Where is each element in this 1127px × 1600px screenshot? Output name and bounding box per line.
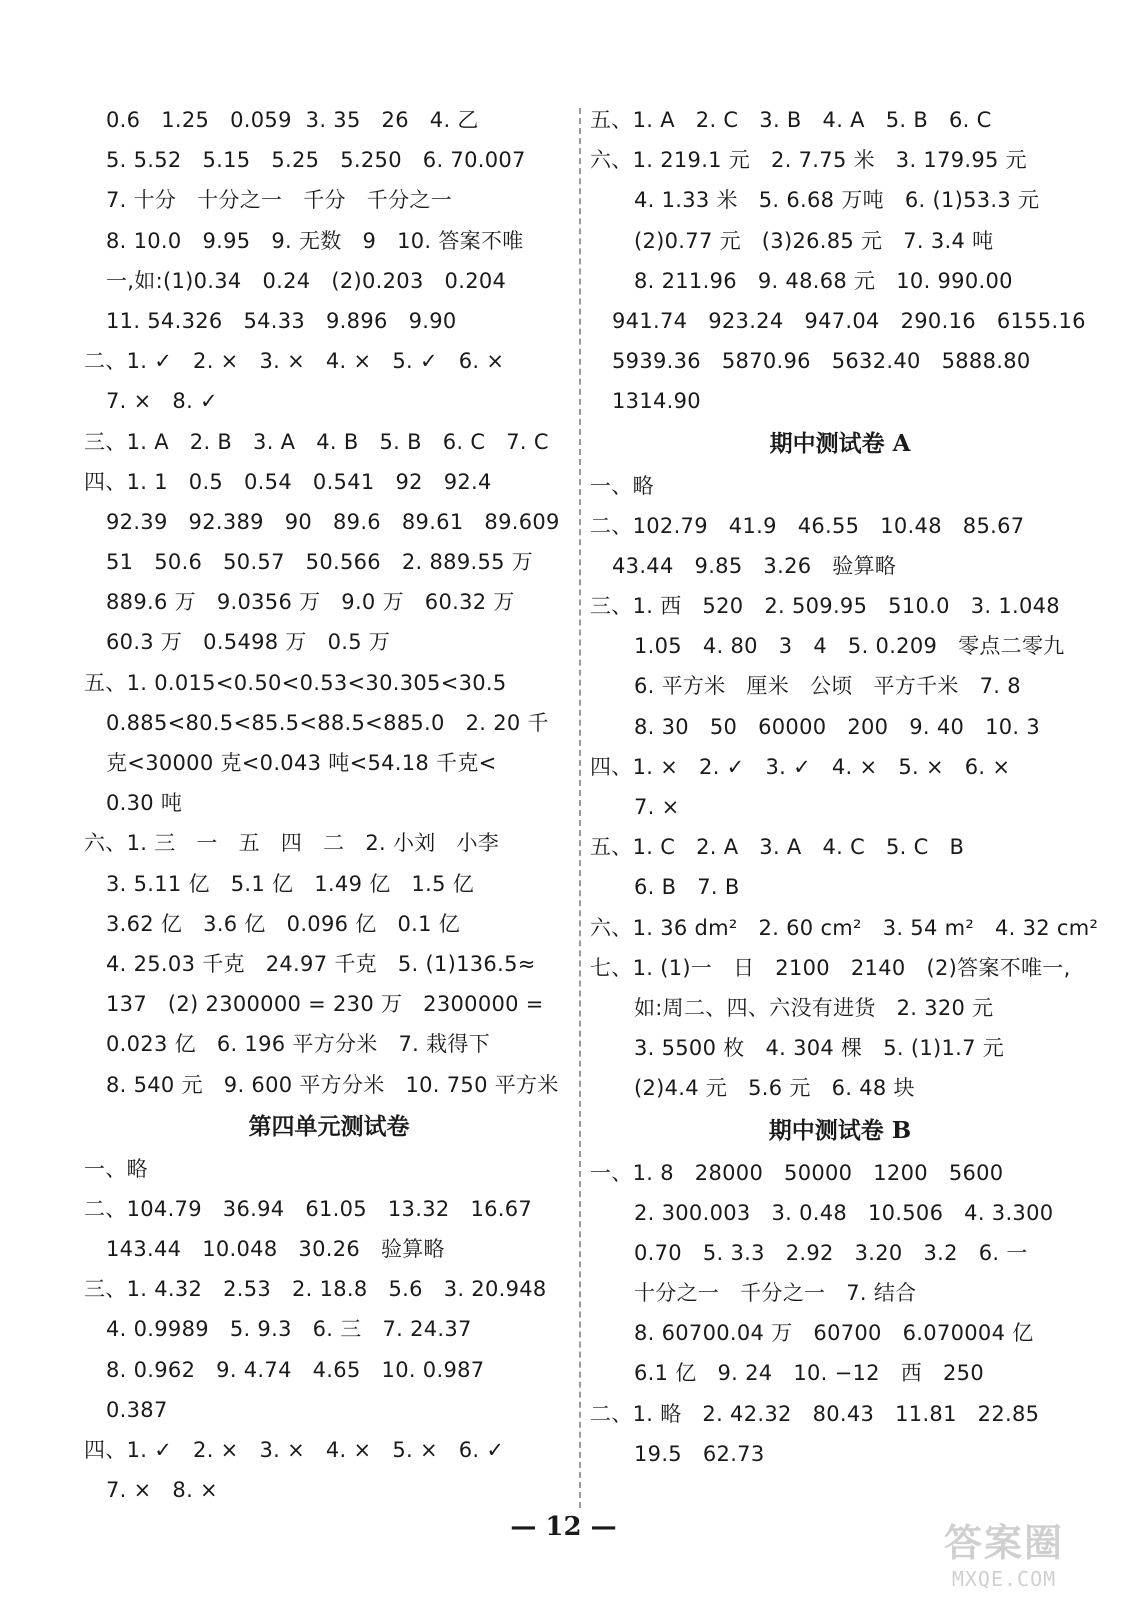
left-answers-block: [84, 100, 574, 1105]
answer-line: 92.39 92.389 90 89.6 89.61 89.609: [106, 509, 560, 534]
answer-line: 8. 30 50 60000 200 9. 40 10. 3: [634, 714, 1041, 739]
watermark-text: 答案圈: [943, 1520, 1064, 1565]
answer-line: 0.70 5. 3.3 2.92 3.20 3.2 6. 一: [634, 1240, 1028, 1265]
answer-line: 0.30 吨: [106, 791, 183, 816]
answer-line: 六、1. 三 一 五 四 二 2. 小刘 小李: [84, 831, 500, 856]
right-column: [590, 100, 1099, 1474]
answer-line: 3.62 亿 3.6 亿 0.096 亿 0.1 亿: [106, 911, 461, 936]
answer-line: 941.74 923.24 947.04 290.16 6155.16: [612, 308, 1086, 333]
watermark-url: MXQE.COM: [951, 1567, 1057, 1591]
answer-line: 6. B 7. B: [634, 875, 740, 900]
answer-line: 一,如:(1)0.34 0.24 (2)0.203 0.204: [106, 268, 507, 293]
section-heading-midterm-b: 期中测试卷 B: [768, 1116, 912, 1144]
page-number: — 12 —: [510, 1512, 617, 1542]
answer-line: 一、1. 8 28000 50000 1200 5600: [590, 1160, 1004, 1185]
right-answers-block: [590, 100, 1090, 422]
answer-line: 四、1. ✓ 2. × 3. × 4. × 5. × 6. ✓: [84, 1438, 505, 1462]
answer-line: 四、1. × 2. ✓ 3. ✓ 4. × 5. × 6. ×: [590, 754, 1011, 779]
answer-line: 4. 0.9989 5. 9.3 6. 三 7. 24.37: [106, 1317, 472, 1342]
answer-line: 3. 5.11 亿 5.1 亿 1.49 亿 1.5 亿: [106, 871, 474, 896]
answer-line: 8. 540 元 9. 600 平方分米 10. 750 平方米: [106, 1072, 559, 1097]
answer-line: 如:周二、四、六没有进货 2. 320 元: [634, 995, 994, 1020]
answer-line: 51 50.6 50.57 50.566 2. 889.55 万: [106, 550, 534, 575]
left-column: [84, 100, 574, 1510]
answer-line: 1.05 4. 80 3 4 5. 0.209 零点二零九: [634, 634, 1065, 659]
answer-line: 二、104.79 36.94 61.05 13.32 16.67: [84, 1196, 533, 1221]
answer-line: 三、1. A 2. B 3. A 4. B 5. B 6. C 7. C: [84, 429, 549, 454]
answer-line: 四、1. 1 0.5 0.54 0.541 92 92.4: [84, 469, 492, 494]
answer-line: 2. 300.003 3. 0.48 10.506 4. 3.300: [634, 1200, 1054, 1225]
answer-line: 889.6 万 9.0356 万 9.0 万 60.32 万: [106, 590, 515, 615]
midterm-b-answers-block: [590, 1153, 1090, 1475]
answer-line: 三、1. 西 520 2. 509.95 510.0 3. 1.048: [590, 594, 1060, 619]
answer-line: 8. 10.0 9.95 9. 无数 9 10. 答案不唯: [106, 228, 524, 253]
answer-line: 五、1. C 2. A 3. A 4. C 5. C B: [590, 835, 965, 860]
answer-line: 克<30000 克<0.043 吨<54.18 千克<: [106, 751, 497, 775]
answer-line: 5939.36 5870.96 5632.40 5888.80: [612, 349, 1031, 374]
answer-line: 6.1 亿 9. 24 10. −12 西 250: [634, 1361, 984, 1386]
answer-line: 五、1. A 2. C 3. B 4. A 5. B 6. C: [590, 108, 992, 132]
watermark-logo: [929, 1512, 1079, 1591]
answer-line: 19.5 62.73: [634, 1441, 765, 1466]
answer-line: 一、略: [84, 1156, 148, 1181]
answer-line: 二、1. 略 2. 42.32 80.43 11.81 22.85: [590, 1401, 1040, 1426]
answer-line: 8. 211.96 9. 48.68 元 10. 990.00: [634, 268, 1013, 293]
answer-line: 1314.90: [612, 389, 701, 414]
answer-line: 6. 平方米 厘米 公顷 平方千米 7. 8: [634, 674, 1021, 699]
answer-line: (2)4.4 元 5.6 元 6. 48 块: [634, 1076, 915, 1101]
answer-line: 43.44 9.85 3.26 验算略: [612, 553, 897, 578]
answer-line: 137 (2) 2300000 = 230 万 2300000 =: [106, 992, 544, 1017]
answer-line: 一、略: [590, 473, 654, 498]
answer-line: 六、1. 36 dm² 2. 60 cm² 3. 54 m² 4. 32 cm²: [590, 915, 1099, 940]
answer-line: 4. 25.03 千克 24.97 千克 5. (1)136.5≈: [106, 951, 536, 976]
answer-line: 0.023 亿 6. 196 平方分米 7. 栽得下: [106, 1032, 491, 1057]
answer-line: 0.885<80.5<85.5<88.5<885.0 2. 20 千: [106, 710, 549, 735]
answer-line: 7. 十分 十分之一 千分 千分之一: [106, 188, 452, 213]
section-heading-unit4: 第四单元测试卷: [248, 1112, 410, 1140]
answer-line: 二、102.79 41.9 46.55 10.48 85.67: [590, 513, 1025, 538]
answer-line: (2)0.77 元 (3)26.85 元 7. 3.4 吨: [634, 228, 994, 253]
answer-line: 4. 1.33 米 5. 6.68 万吨 6. (1)53.3 元: [634, 188, 1040, 213]
column-divider: [579, 108, 581, 1508]
unit4-answers-block: [84, 1149, 574, 1511]
answer-line: 8. 0.962 9. 4.74 4.65 10. 0.987: [106, 1357, 485, 1382]
answer-line: 5. 5.52 5.15 5.25 5.250 6. 70.007: [106, 148, 526, 173]
answer-line: 60.3 万 0.5498 万 0.5 万: [106, 630, 391, 655]
answer-line: 3. 5500 枚 4. 304 棵 5. (1)1.7 元: [634, 1036, 1005, 1061]
answer-line: 143.44 10.048 30.26 验算略: [106, 1237, 445, 1262]
answer-line: 五、1. 0.015<0.50<0.53<30.305<30.5: [84, 670, 507, 695]
answer-line: 7. ×: [634, 795, 680, 819]
answer-line: 三、1. 4.32 2.53 2. 18.8 5.6 3. 20.948: [84, 1277, 547, 1302]
answer-line: 7. × 8. ✓: [106, 389, 218, 414]
answer-line: 7. × 8. ×: [106, 1478, 218, 1503]
answer-line: 十分之一 千分之一 7. 结合: [634, 1281, 917, 1306]
answer-line: 0.6 1.25 0.059 3. 35 26 4. 乙: [106, 108, 479, 132]
answer-line: 七、1. (1)一 日 2100 2140 (2)答案不唯一,: [590, 955, 1071, 980]
answer-line: 六、1. 219.1 元 2. 7.75 米 3. 179.95 元: [590, 148, 1027, 173]
answer-line: 11. 54.326 54.33 9.896 9.90: [106, 308, 457, 333]
answer-line: 0.387: [106, 1397, 168, 1422]
midterm-a-answers-block: [590, 466, 1099, 1109]
answer-line: 二、1. ✓ 2. × 3. × 4. × 5. ✓ 6. ×: [84, 349, 505, 374]
answer-line: 8. 60700.04 万 60700 6.070004 亿: [634, 1321, 1034, 1346]
section-heading-midterm-a: 期中测试卷 A: [769, 429, 911, 457]
